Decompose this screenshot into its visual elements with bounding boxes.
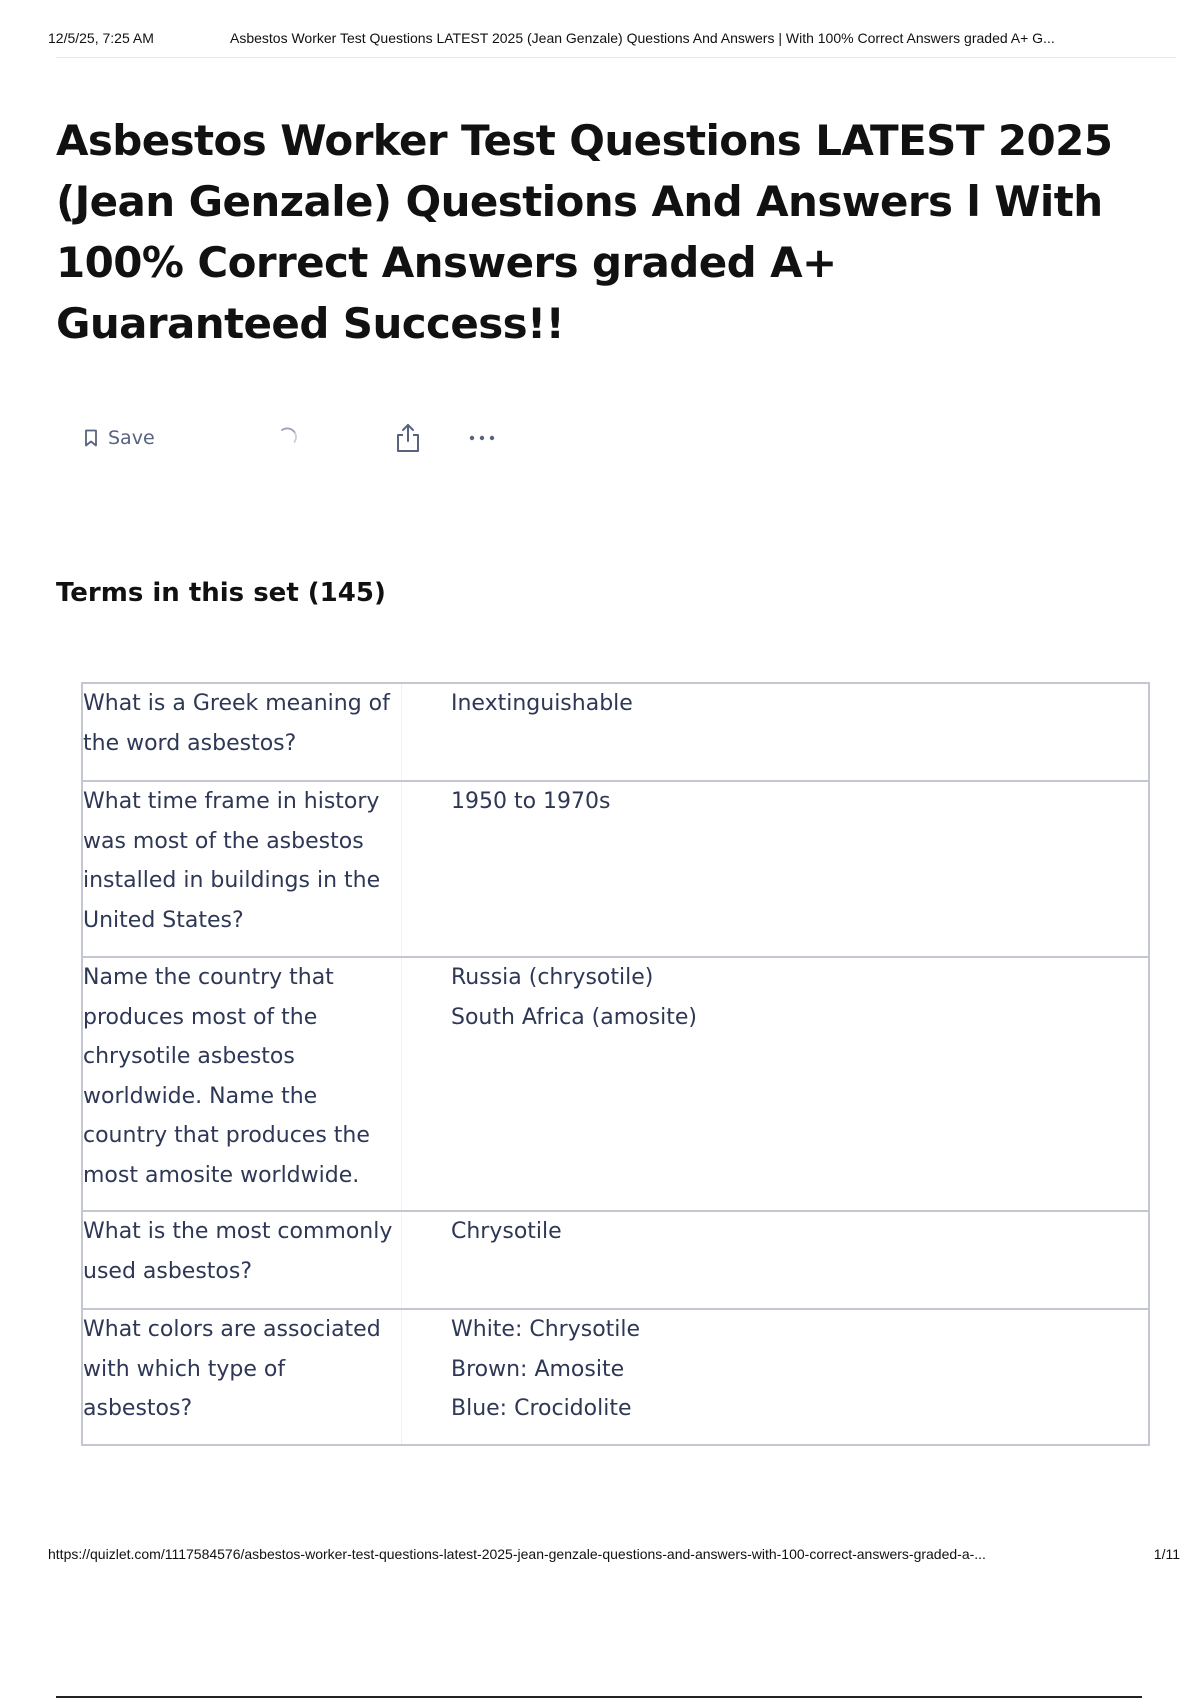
term-row [82,781,1149,957]
more-options-button[interactable] [466,422,498,459]
term-text: What is the most commonly used asbestos? [83,1219,393,1284]
definition-line: Chrysotile [451,1219,562,1244]
term-text: What colors are associated with which type of asbestos? [83,1317,381,1421]
term-cell [82,1211,402,1309]
definition-cell [402,781,1150,957]
term-cell [82,683,402,781]
more-icon [466,441,498,458]
share-button[interactable] [394,422,422,459]
definition-line: South Africa (amosite) [451,1004,697,1030]
term-text: Name the country that produces most of the chrysotile asbestos worldwide. Name the country that produces the most amosite worldwide. [83,965,370,1188]
page-number: 1/11 [1153,1546,1180,1562]
save-label: Save [108,427,155,449]
definition-line: Russia (chrysotile) [451,965,654,990]
definition-line: Brown: Amosite [451,1356,625,1382]
definition-cell [402,1309,1150,1445]
term-row [82,957,1149,1211]
print-header [48,30,1176,50]
save-button[interactable] [84,418,155,458]
print-doc-title: Asbestos Worker Test Questions LATEST 2025 (Jean Genzale) Questions And Answers | With 100% Correct Answers graded A+ G... [230,30,1055,46]
terms-table [81,682,1150,1446]
share-icon [394,441,422,458]
print-date: 12/5/25, 7:25 AM [48,30,154,46]
term-text: What time frame in history was most of the asbestos installed in buildings in the United States? [83,789,381,933]
page-url: https://quizlet.com/1117584576/asbestos-worker-test-questions-latest-2025-jean-genzale-questions-and-answers-with-100-correct-answers-graded-a-... [48,1546,986,1562]
header-divider [56,57,1176,58]
set-toolbar [84,418,524,458]
definition-cell [402,1211,1150,1309]
definition-line: Blue: Crocidolite [451,1396,632,1421]
terms-heading: Terms in this set (145) [56,578,386,608]
term-cell [82,781,402,957]
term-text: What is a Greek meaning of the word asbestos? [83,691,390,756]
page-title: Asbestos Worker Test Questions LATEST 2025 (Jean Genzale) Questions And Answers l With 100% Correct Answers graded A+ Guaranteed Success!! [56,116,1113,348]
definition-line: White: Chrysotile [451,1317,641,1342]
term-row [82,1309,1149,1445]
definition-cell [402,957,1150,1211]
term-cell [82,957,402,1211]
term-row [82,1211,1149,1309]
definition-cell [402,683,1150,781]
bookmark-icon [84,429,98,447]
term-cell [82,1309,402,1445]
term-row [82,683,1149,781]
bottom-divider [56,1696,1142,1698]
spinner-icon [277,424,301,453]
print-footer [48,1546,1180,1566]
definition-line: Inextinguishable [451,691,633,716]
definition-line: 1950 to 1970s [451,789,611,814]
